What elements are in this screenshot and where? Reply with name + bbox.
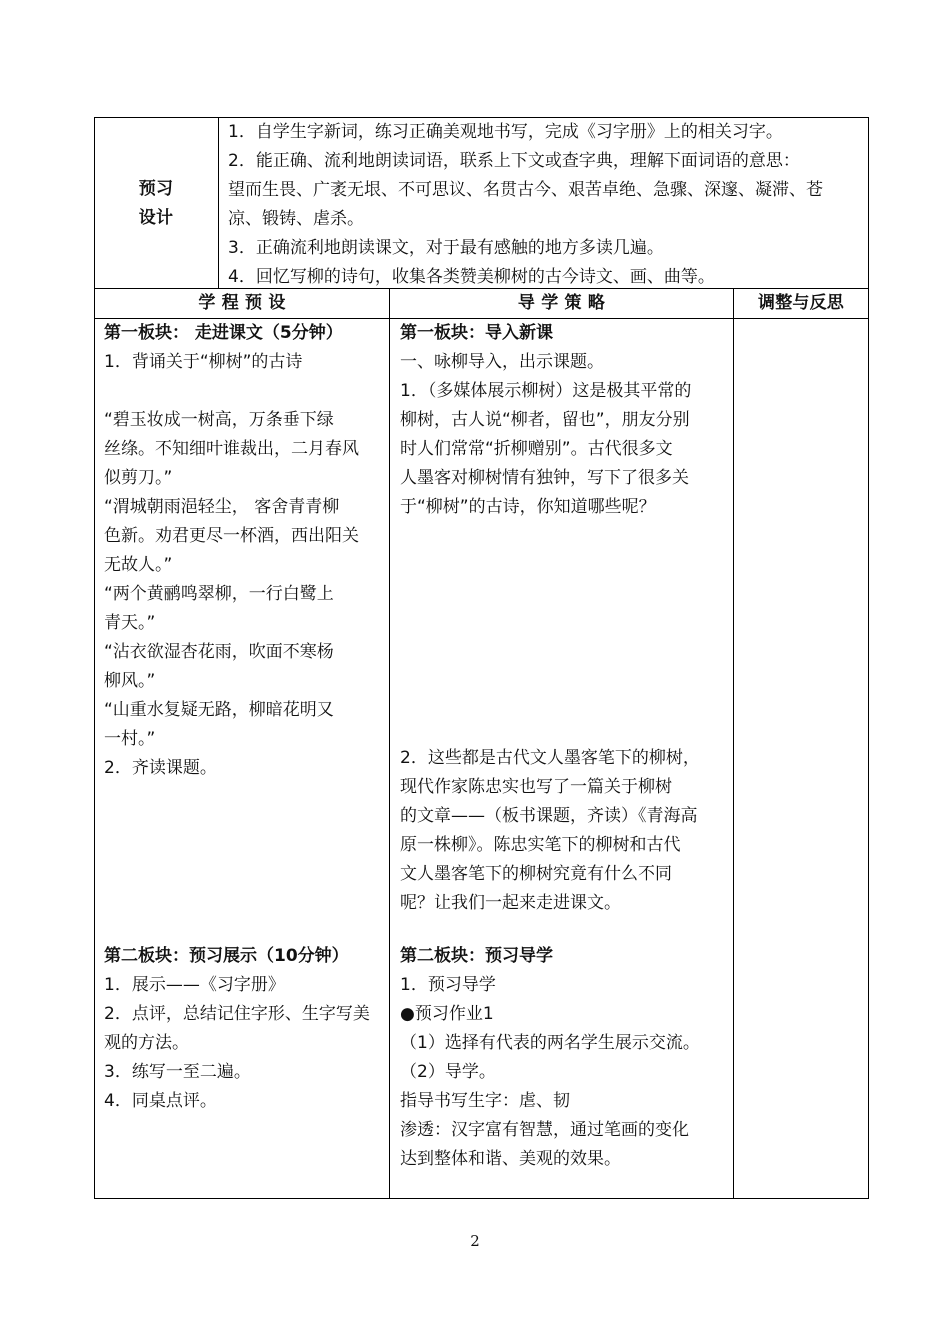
col2-section2-title: 第二板块：预习导学 bbox=[400, 946, 553, 966]
table-border-bottom bbox=[94, 1198, 869, 1199]
prep-divider-vertical bbox=[218, 117, 219, 289]
header-learning-process: 学 程 预 设 bbox=[198, 293, 286, 313]
col2-line: 呢？让我们一起来走进课文。 bbox=[400, 893, 621, 913]
col1-line: 无故人。” bbox=[104, 555, 173, 575]
col2-section1-title: 第一板块：导入新课 bbox=[400, 323, 553, 343]
col2-line: 2．这些都是古代文人墨客笔下的柳树， bbox=[400, 748, 700, 768]
col1-line: 3．练写一至二遍。 bbox=[104, 1062, 251, 1082]
col2-line: 文人墨客笔下的柳树究竟有什么不同 bbox=[400, 864, 672, 884]
col2-line: 渗透：汉字富有智慧，通过笔画的变化 bbox=[400, 1120, 689, 1140]
col2-line: 指导书写生字：虐、韧 bbox=[400, 1091, 570, 1111]
col2-line: 柳树，古人说“柳者，留也”，朋友分别 bbox=[400, 410, 690, 430]
page-number: 2 bbox=[470, 1232, 480, 1250]
header-guidance-strategy: 导 学 策 略 bbox=[517, 293, 606, 313]
col1-line: 一村。” bbox=[104, 729, 156, 749]
col2-section2 bbox=[400, 942, 700, 1174]
prep-label-line2: 设计 bbox=[138, 208, 174, 228]
prep-items bbox=[228, 118, 823, 292]
col2-line: ●预习作业1 bbox=[400, 1004, 494, 1024]
col1-section2 bbox=[104, 942, 370, 1116]
col1-line: 似剪刀。” bbox=[104, 468, 173, 488]
col2-section1b bbox=[400, 744, 700, 918]
col1-section1-title: 第一板块： 走进课文（5分钟） bbox=[104, 323, 343, 343]
col2-line: 现代作家陈忠实也写了一篇关于柳树 bbox=[400, 777, 672, 797]
prep-item: 凉、锻铸、虐杀。 bbox=[228, 209, 364, 229]
col1-section1 bbox=[104, 319, 359, 783]
prep-label-line1: 预习 bbox=[138, 179, 174, 199]
col2-line: 原一株柳》。陈忠实笔下的柳树和古代 bbox=[400, 835, 681, 855]
col1-line: 2．齐读课题。 bbox=[104, 758, 217, 778]
col2-section1 bbox=[400, 319, 691, 522]
col-divider-2 bbox=[733, 288, 734, 1199]
table-border-right bbox=[868, 117, 869, 1199]
col1-line: 柳风。” bbox=[104, 671, 156, 691]
col2-line: （2）导学。 bbox=[400, 1062, 496, 1082]
col1-line: “碧玉妆成一树高，万条垂下绿 bbox=[104, 410, 334, 430]
col1-line: 1．展示——《习字册》 bbox=[104, 975, 285, 995]
col2-line: （1）选择有代表的两名学生展示交流。 bbox=[400, 1033, 700, 1053]
col1-line: “山重水复疑无路，柳暗花明又 bbox=[104, 700, 334, 720]
col1-line: “两个黄鹂鸣翠柳，一行白鹭上 bbox=[104, 584, 334, 604]
col2-line: 时人们常常“折柳赠别”。古代很多文 bbox=[400, 439, 673, 459]
col1-line: 观的方法。 bbox=[104, 1033, 189, 1053]
col2-line: 的文章——（板书课题，齐读）《青海高 bbox=[400, 806, 698, 826]
col1-line bbox=[104, 377, 359, 406]
col2-line: 于“柳树”的古诗，你知道哪些呢？ bbox=[400, 497, 656, 517]
col1-section2-title: 第二板块：预习展示（10分钟） bbox=[104, 946, 349, 966]
col2-line: 一、咏柳导入，出示课题。 bbox=[400, 352, 604, 372]
col-divider-1 bbox=[389, 288, 390, 1199]
prep-item: 4．回忆写柳的诗句，收集各类赞美柳树的古今诗文、画、曲等。 bbox=[228, 267, 715, 287]
col1-line: 1．背诵关于“柳树”的古诗 bbox=[104, 352, 303, 372]
col1-line: 色新。劝君更尽一杯酒，西出阳关 bbox=[104, 526, 359, 546]
col1-line: 青天。” bbox=[104, 613, 156, 633]
col2-line: 1．预习导学 bbox=[400, 975, 496, 995]
col1-line: 丝绦。不知细叶谁裁出，二月春风 bbox=[104, 439, 359, 459]
prep-item: 2．能正确、流利地朗读词语，联系上下文或查字典，理解下面词语的意思： bbox=[228, 151, 800, 171]
col2-line: 人墨客对柳树情有独钟，写下了很多关 bbox=[400, 468, 689, 488]
col1-line: “沾衣欲湿杏花雨，吹面不寒杨 bbox=[104, 642, 334, 662]
col1-line: 4．同桌点评。 bbox=[104, 1091, 217, 1111]
prep-item: 望而生畏、广袤无垠、不可思议、名贯古今、艰苦卓绝、急骤、深邃、凝滞、苍 bbox=[228, 180, 823, 200]
col1-line: “渭城朝雨浥轻尘， 客舍青青柳 bbox=[104, 497, 340, 517]
table-border-left bbox=[94, 117, 95, 1199]
col2-line: 达到整体和谐、美观的效果。 bbox=[400, 1149, 621, 1169]
header-adjust-reflect: 调整与反思 bbox=[758, 293, 844, 313]
prep-item: 1．自学生字新词，练习正确美观地书写，完成《习字册》上的相关习字。 bbox=[228, 122, 783, 142]
col2-line: 1．（多媒体展示柳树）这是极其平常的 bbox=[400, 381, 692, 401]
col1-line: 2．点评，总结记住字形、生字写美 bbox=[104, 1004, 370, 1024]
prep-item: 3．正确流利地朗读课文，对于最有感触的地方多读几遍。 bbox=[228, 238, 664, 258]
